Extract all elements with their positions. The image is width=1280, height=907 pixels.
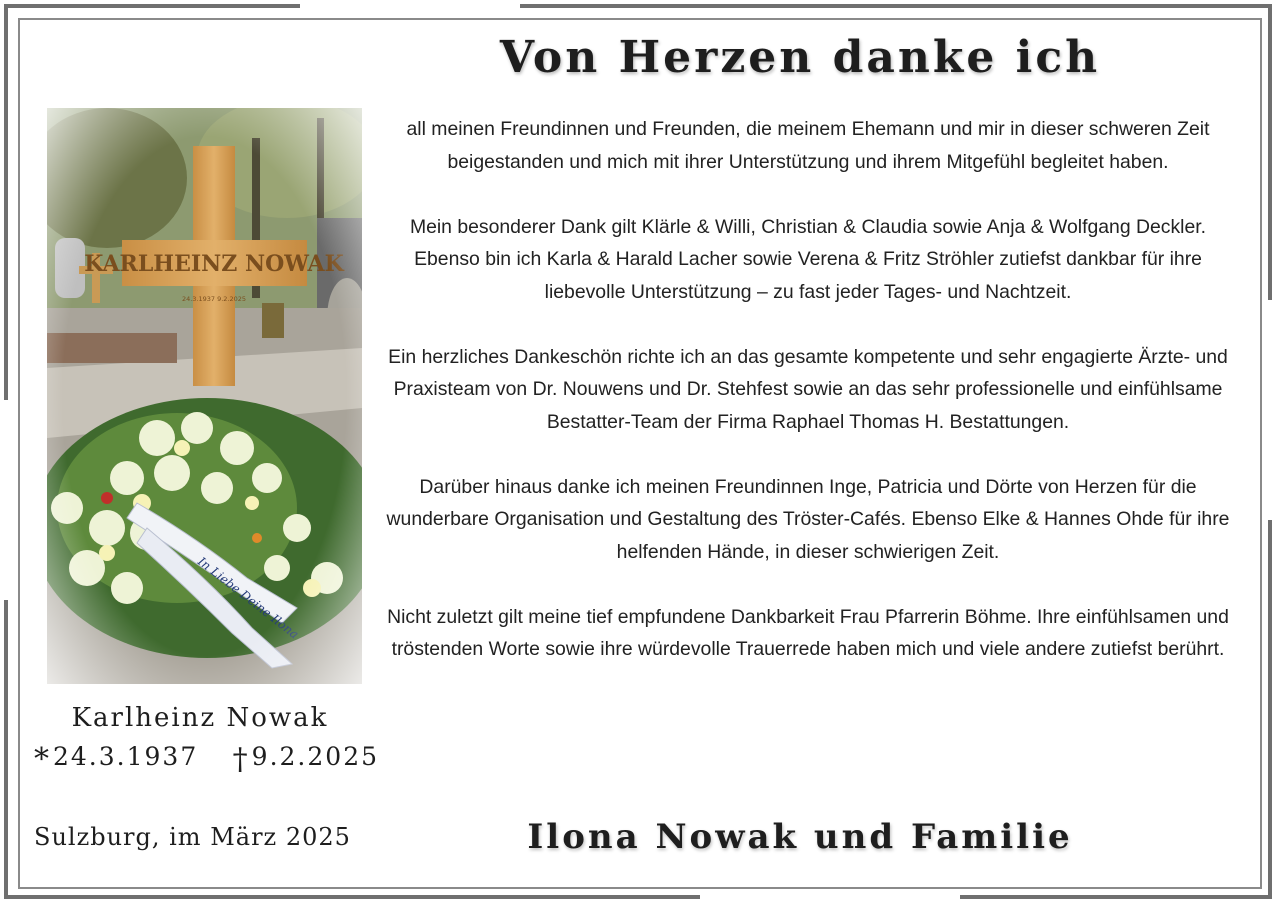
thank-you-text xyxy=(382,113,1234,698)
paragraph-4: Darüber hinaus danke ich meinen Freundinnen Inge, Patricia und Dörte von Herzen für die wunderbare Organisation und Gestaltung des Tröster-Cafés. Ebenso Elke & Hannes Ohde für ihre helfenden Hände, in dieser schwierigen Zeit. xyxy=(386,475,1230,563)
frame-gap xyxy=(700,892,960,904)
frame-gap xyxy=(1262,300,1276,520)
death-cross-icon: † xyxy=(232,742,250,777)
death-date-group xyxy=(233,742,379,777)
deceased-name: Karlheinz Nowak xyxy=(71,703,329,733)
birth-date-group xyxy=(34,742,198,777)
death-date: 9.2.2025 xyxy=(251,742,379,771)
frame-gap xyxy=(300,2,520,10)
life-dates xyxy=(34,742,379,777)
paragraph-5: Nicht zuletzt gilt meine tief empfundene Dankbarkeit Frau Pfarrerin Böhme. Ihre einfühlsamen und tröstenden Worte sowie ihre würdevolle Trauerrede haben mich und viele andere zutiefst berührt. xyxy=(387,605,1229,660)
paragraph-3: Ein herzliches Dankeschön richte ich an das gesamte kompetente und sehr engagierte Ärzte- und Praxisteam von Dr. Nouwens und Dr. Stehfest sowie an das sehr professionelle und einfühlsame Bestatter-Team der Firma Raphael Thomas H. Bestattungen. xyxy=(388,345,1228,433)
grave-photo xyxy=(47,108,362,684)
paragraph-1: all meinen Freundinnen und Freunden, die meinem Ehemann und mir in dieser schweren Zeit beigestanden und mich mit ihrer Unterstützung und ihrem Mitgefühl begleitet haben. xyxy=(406,118,1210,173)
place-date: Sulzburg, im März 2025 xyxy=(34,823,351,851)
frame-gap xyxy=(2,400,12,600)
paragraph-2: Mein besonderer Dank gilt Klärle & Willi, Christian & Claudia sowie Anja & Wolfgang Deckler. Ebenso bin ich Karla & Harald Lacher sowie Verena & Fritz Ströhler zutiefst dankbar für ihre liebevolle Unterstützung – zu fast jeder Tages- und Nachtzeit. xyxy=(409,215,1207,303)
birth-date: 24.3.1937 xyxy=(53,742,199,771)
signature: Ilona Nowak und Familie xyxy=(527,817,1073,857)
headline: Von Herzen danke ich xyxy=(499,32,1101,83)
birth-star-icon: * xyxy=(34,742,51,777)
